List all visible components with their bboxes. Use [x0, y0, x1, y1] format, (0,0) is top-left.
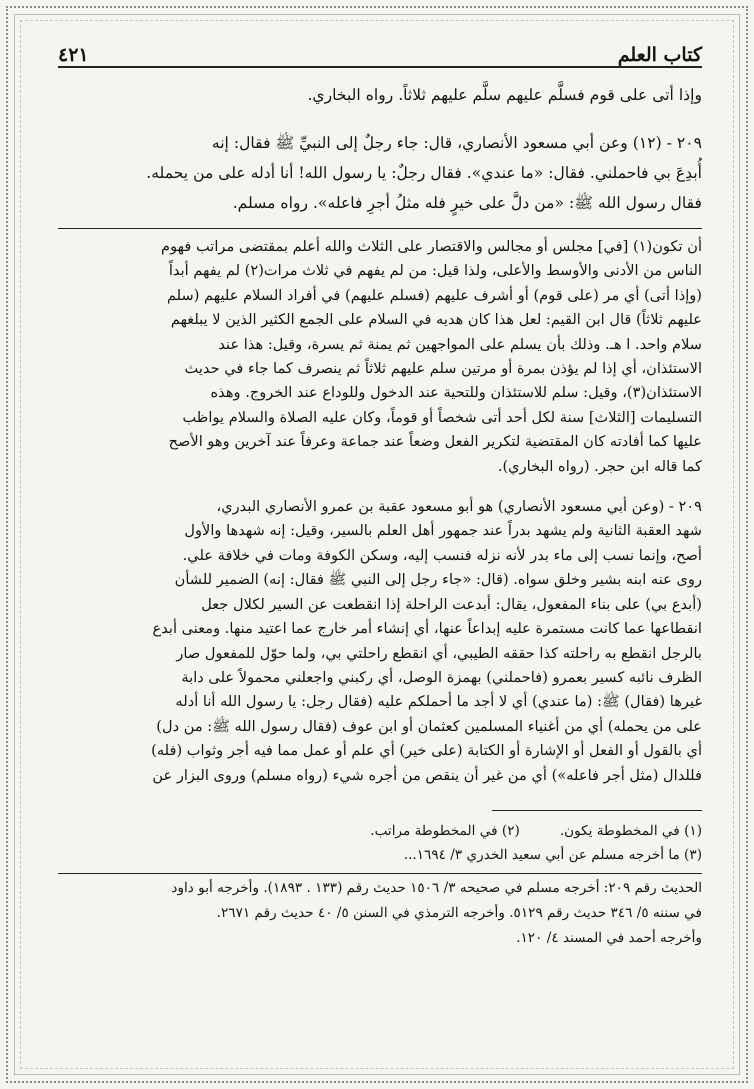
footnotes	[58, 819, 702, 867]
takhrij-section	[58, 878, 702, 949]
footnote-row	[58, 819, 702, 843]
takhrij-line: وأخرجه أحمد في المسند ٤/ ١٢٠.	[516, 929, 702, 946]
takhrij-line: في سننه ٥/ ٣٤٦ حديث رقم ٥١٢٩. وأخرجه الترمذي في السنن ٥/ ٤٠ حديث رقم ٢٦٧١.	[216, 904, 702, 921]
commentary-line: أي بالقول أو الفعل أو الإشارة أو الكتابة (على خير) أي علم أو عمل مما فيه أجر وثواب (فله)	[151, 742, 702, 760]
commentary-line: كما قاله ابن حجر. (رواه البخاري).	[497, 457, 702, 475]
commentary-line: الاستئذان، أي إذا لم يؤذن بمرة أو مرتين سلم عليهم ثلاثاً ثم ينصرف كما جاء في حديث	[184, 360, 702, 378]
page-number: ٤٢١	[58, 44, 89, 66]
commentary-line: التسليمات [الثلاث] سنة لكل أحد أتى شخصاً أو قوماً، وكان عليه الصلاة والسلام يواظب	[182, 408, 702, 426]
commentary-line: غيرها (فقال) ﷺ: (ما عندي) أي لا أجد ما أحملكم عليه (فقال رجل: يا رسول الله أنا أدله	[175, 693, 702, 711]
commentary-line: شهد العقبة الثانية ولم يشهد بدراً عند جمهور أهل العلم بالسير، وقيل: إنه شهدها والأول	[184, 522, 702, 540]
hadith-line: ٢٠٩ - (١٢) وعن أبي مسعود الأنصاري، قال: جاء رجلٌ إلى النبيِّ ﷺ فقال: إنه	[211, 134, 702, 152]
footnote-1: (١) في المخطوطة يكون.	[559, 822, 702, 839]
commentary-line: على من يحمله) أي من أغنياء المسلمين كعثمان أو ابن عوف (فقال رسول الله ﷺ: من دل)	[156, 717, 702, 735]
commentary-line: (وإذا أتى) أي مر (على قوم) أو أشرف عليهم (فسلم عليهم) في أفراد السلام عليهم (سلم	[166, 286, 702, 304]
commentary-part-1	[58, 235, 702, 479]
commentary-line: عليهم ثلاثاً) قال ابن القيم: لعل هذا كان هديه في السلام على الجمع الكثير الذين لا يبلغهم	[170, 311, 702, 329]
commentary-line: روى عنه ابنه بشير وخلق سواه. (قال: «جاء رجل إلى النبي ﷺ فقال: إنه) الضمير للشأن	[174, 571, 702, 589]
takhrij-rule	[58, 873, 702, 874]
commentary-line: الناس من الأدنى والأوسط والأعلى، ولذا قيل: من لم يفهم في ثلاث مرات(٢) لم يفهم أبداً	[168, 262, 702, 280]
page-content	[58, 28, 702, 1069]
commentary-line: فللدال (مثل أجر فاعله») أي من غير أن ينقص من أجره شيء (رواه مسلم) وروى البزار عن	[152, 766, 702, 784]
commentary-line: بالرجل انقطع به راحلته كذا حققه الطيبي، أي انقطع راحلتي بي، ولما حوّل للمفعول صار	[176, 644, 702, 662]
footnote-3: (٣) ما أخرجه مسلم عن أبي سعيد الخدري ٣/ ١٦٩٤...	[403, 846, 702, 863]
commentary-part-2	[58, 495, 702, 788]
takhrij-line: الحديث رقم ٢٠٩: أخرجه مسلم في صحيحه ٣/ ١٥٠٦ حديث رقم (١٣٣ . ١٨٩٣). وأخرجه أبو داود	[171, 879, 702, 896]
separator-rule	[58, 228, 702, 229]
footnote-rule	[492, 810, 702, 811]
chapter-title: كتاب العلم	[617, 44, 702, 66]
hadith-line: أُبدِعَ بي فاحملني. فقال: «ما عندي». فقال رجلٌ: يا رسول الله! أنا أدله على من يحمله.	[146, 164, 702, 182]
footnote-2: (٢) في المخطوطة مراتب.	[370, 822, 520, 839]
commentary-line: (أبدع بي) على بناء المفعول، يقال: أبدعت الراحلة إذا انقطعت عن السير لكلال جعل	[201, 595, 702, 613]
hadith-line: فقال رسول الله ﷺ: «من دلَّ على خيرٍ فله مثلُ أجرِ فاعله». رواه مسلم.	[232, 194, 702, 212]
commentary-line: الظرف نائبه كسير بعمرو (فاحملني) بهمزة الوصل، أي ركبني واجعلني محمولاً على دابة	[181, 668, 702, 686]
commentary-line: ٢٠٩ - (وعن أبي مسعود الأنصاري) هو أبو مسعود عقبة بن عمرو الأنصاري البدري،	[216, 498, 702, 516]
commentary-line: عليها كما أفادته كان المقتضية لتكرير الفعل وضعاً عند جماعة وعرفاً عند آخرين وهو الأصح	[168, 433, 702, 451]
hadith-previous-end: وإذا أتى على قوم فسلَّم عليهم سلَّم عليهم ثلاثاً. رواه البخاري.	[307, 86, 702, 104]
commentary-line: الاستئذان(٣)، وقيل: سلم للاستئذان وللتحية عند الدخول وللوداع عند الخروج. وهذه	[210, 384, 702, 402]
commentary-line: أصح، وإنما نسب إلى ماء بدر لأنه نزله فنسب إليه، وسكن الكوفة ومات في خلافة علي.	[182, 546, 702, 564]
commentary-line: انقطاعها عما كانت مستمرة عليه إبداعاً عنها، أي إنشاء أمر خارج عما اعتيد منها. ومعنى أبدع	[152, 620, 702, 638]
running-header	[58, 28, 702, 68]
commentary-line: أن تكون(١) [في] مجلس أو مجالس والاقتصار على الثلاث والله أعلم بمقتضى مراتب فهوم	[161, 238, 702, 255]
commentary-line: سلام واحد. ا هـ. وذلك بأن يسلم على المواجهين ثم يمنة ثم يسرة، وقيل: هذا عند	[218, 335, 702, 353]
hadith-text	[58, 128, 702, 218]
